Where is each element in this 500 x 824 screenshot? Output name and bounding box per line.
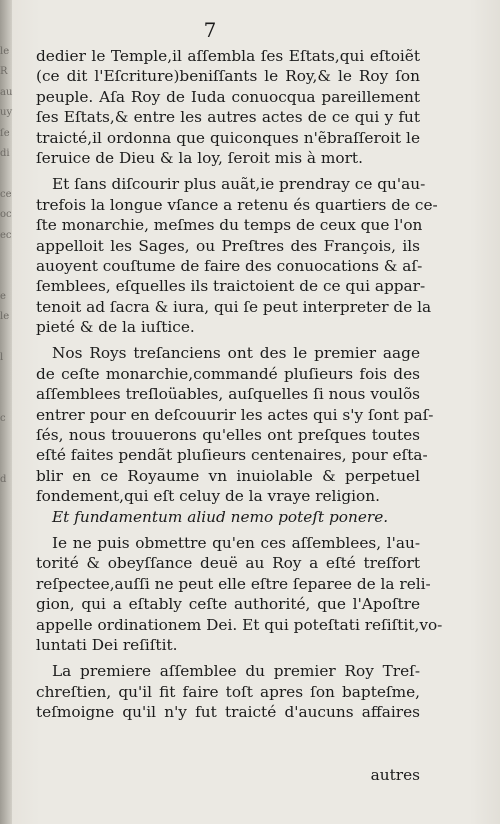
- margin-fragment: [0, 515, 14, 535]
- text-line: teſmoigne qu'il n'y fut traicté d'aucuns affaires: [36, 703, 420, 722]
- text-line: entrer pour en deſcouurir les actes qui s'y ſont paſ-: [36, 405, 434, 424]
- text-line: de ceſte monarchie,commandé pluſieurs fois des: [36, 364, 420, 383]
- margin-fragment: [0, 597, 14, 617]
- text-line: ſeruice de Dieu & la loy, ſeroit mis à mort.: [36, 148, 363, 167]
- body-text: [36, 46, 443, 723]
- margin-fragment: le: [0, 311, 10, 323]
- text-line: Et ſans diſcourir plus auãt,ie prendray ce qu'au-: [52, 175, 426, 194]
- text-line: tenoit ad ſacra & iura, qui ſe peut interpreter de la: [36, 297, 432, 316]
- margin-fragment: ſe: [0, 127, 10, 139]
- text-line: fondement,qui eſt celuy de la vraye religion.: [36, 487, 380, 506]
- text-line: blir en ce Royaume vn inuiolable & perpetuel: [36, 466, 420, 485]
- margin-fragment: le: [0, 46, 10, 57]
- margin-fragment: uy: [0, 107, 13, 119]
- text-line: dedier le Temple,il aſſembla ſes Eſtats,qui eſtoiẽt: [36, 47, 420, 65]
- text-line: aſſemblees treſloüables, auſquelles ſi nous voulõs: [36, 385, 420, 404]
- margin-fragment: [0, 637, 14, 657]
- text-line: ſte monarchie, meſmes du temps de ceux que l'on: [36, 216, 423, 235]
- text-line: torité & obeyſſance deuë au Roy a eſté treſfort: [36, 554, 420, 573]
- text-line: appelle ordinationem Dei. Et qui poteſtati reſiſtit,vo-: [36, 615, 443, 634]
- margin-fragment: [0, 331, 14, 351]
- text-line: appelloit les Sages, ou Preſtres des François, ils: [36, 236, 420, 255]
- catchword: autres: [370, 766, 420, 784]
- margin-fragment: [0, 617, 14, 637]
- text-line: ſes Eſtats,& entre les autres actes de ce qui y fut: [36, 108, 420, 127]
- text-line: pieté & de la iuſtice.: [36, 318, 195, 337]
- margin-fragment: c: [0, 413, 6, 425]
- margin-fragment: [0, 250, 14, 270]
- margin-fragment: R: [0, 66, 8, 78]
- margin-fragment: [0, 678, 14, 698]
- margin-fragment: oc: [0, 209, 12, 221]
- text-line: gion, qui a eſtably ceſte authorité, que l'Apoſtre: [36, 595, 420, 614]
- text-line: reſpectee,auſſi ne peut elle eſtre ſeparee de la reli-: [36, 574, 431, 593]
- page-number: 7: [203, 18, 217, 42]
- margin-fragment: [0, 168, 14, 188]
- text-line: ſemblees, eſquelles ils traictoient de ce qui appar-: [36, 277, 426, 296]
- text-line: Et fundamentum aliud nemo poteſt ponere.: [52, 507, 389, 526]
- bleed-through-margin: [0, 46, 14, 699]
- margin-fragment: [0, 535, 14, 555]
- margin-fragment: l: [0, 351, 4, 363]
- margin-fragment: au: [0, 86, 13, 98]
- margin-fragment: [0, 658, 14, 678]
- margin-fragment: ec: [0, 229, 12, 241]
- margin-fragment: [0, 372, 14, 392]
- text-line: La premiere aſſemblee du premier Roy Treſ-: [52, 662, 420, 681]
- margin-fragment: d: [0, 474, 7, 486]
- margin-fragment: [0, 454, 14, 474]
- text-line: eſté faites pendãt pluſieurs centenaires, pour eſta-: [36, 446, 428, 465]
- margin-fragment: [0, 556, 14, 576]
- margin-fragment: [0, 270, 14, 290]
- text-line: ſés, nous trouuerons qu'elles ont preſques toutes: [36, 426, 420, 445]
- text-line: trefois la longue vſance a retenu és quartiers de ce-: [36, 195, 438, 214]
- margin-fragment: [0, 576, 14, 596]
- text-line: luntati Dei reſiſtit.: [36, 635, 178, 654]
- margin-fragment: e: [0, 290, 6, 302]
- margin-fragment: [0, 495, 14, 515]
- margin-fragment: di: [0, 147, 10, 159]
- text-line: (ce dit l'Eſcriture)beniſſants le Roy,& le Roy ſon: [36, 67, 420, 86]
- margin-fragment: ce: [0, 188, 12, 200]
- text-line: peuple. Aſa Roy de Iuda conuocqua pareillement: [36, 87, 420, 106]
- text-line: chreſtien, qu'il fit faire toſt apres ſon bapteſme,: [36, 682, 420, 701]
- margin-fragment: [0, 393, 14, 413]
- text-line: auoyent couſtume de faire des conuocations & aſ-: [36, 256, 423, 275]
- text-line: traicté,il ordonna que quiconques n'ẽbraſſeroit le: [36, 128, 420, 147]
- text-line: Nos Roys treſanciens ont des le premier aage: [52, 344, 420, 363]
- margin-fragment: [0, 433, 14, 453]
- text-line: Ie ne puis obmettre qu'en ces aſſemblees, l'au-: [52, 533, 420, 552]
